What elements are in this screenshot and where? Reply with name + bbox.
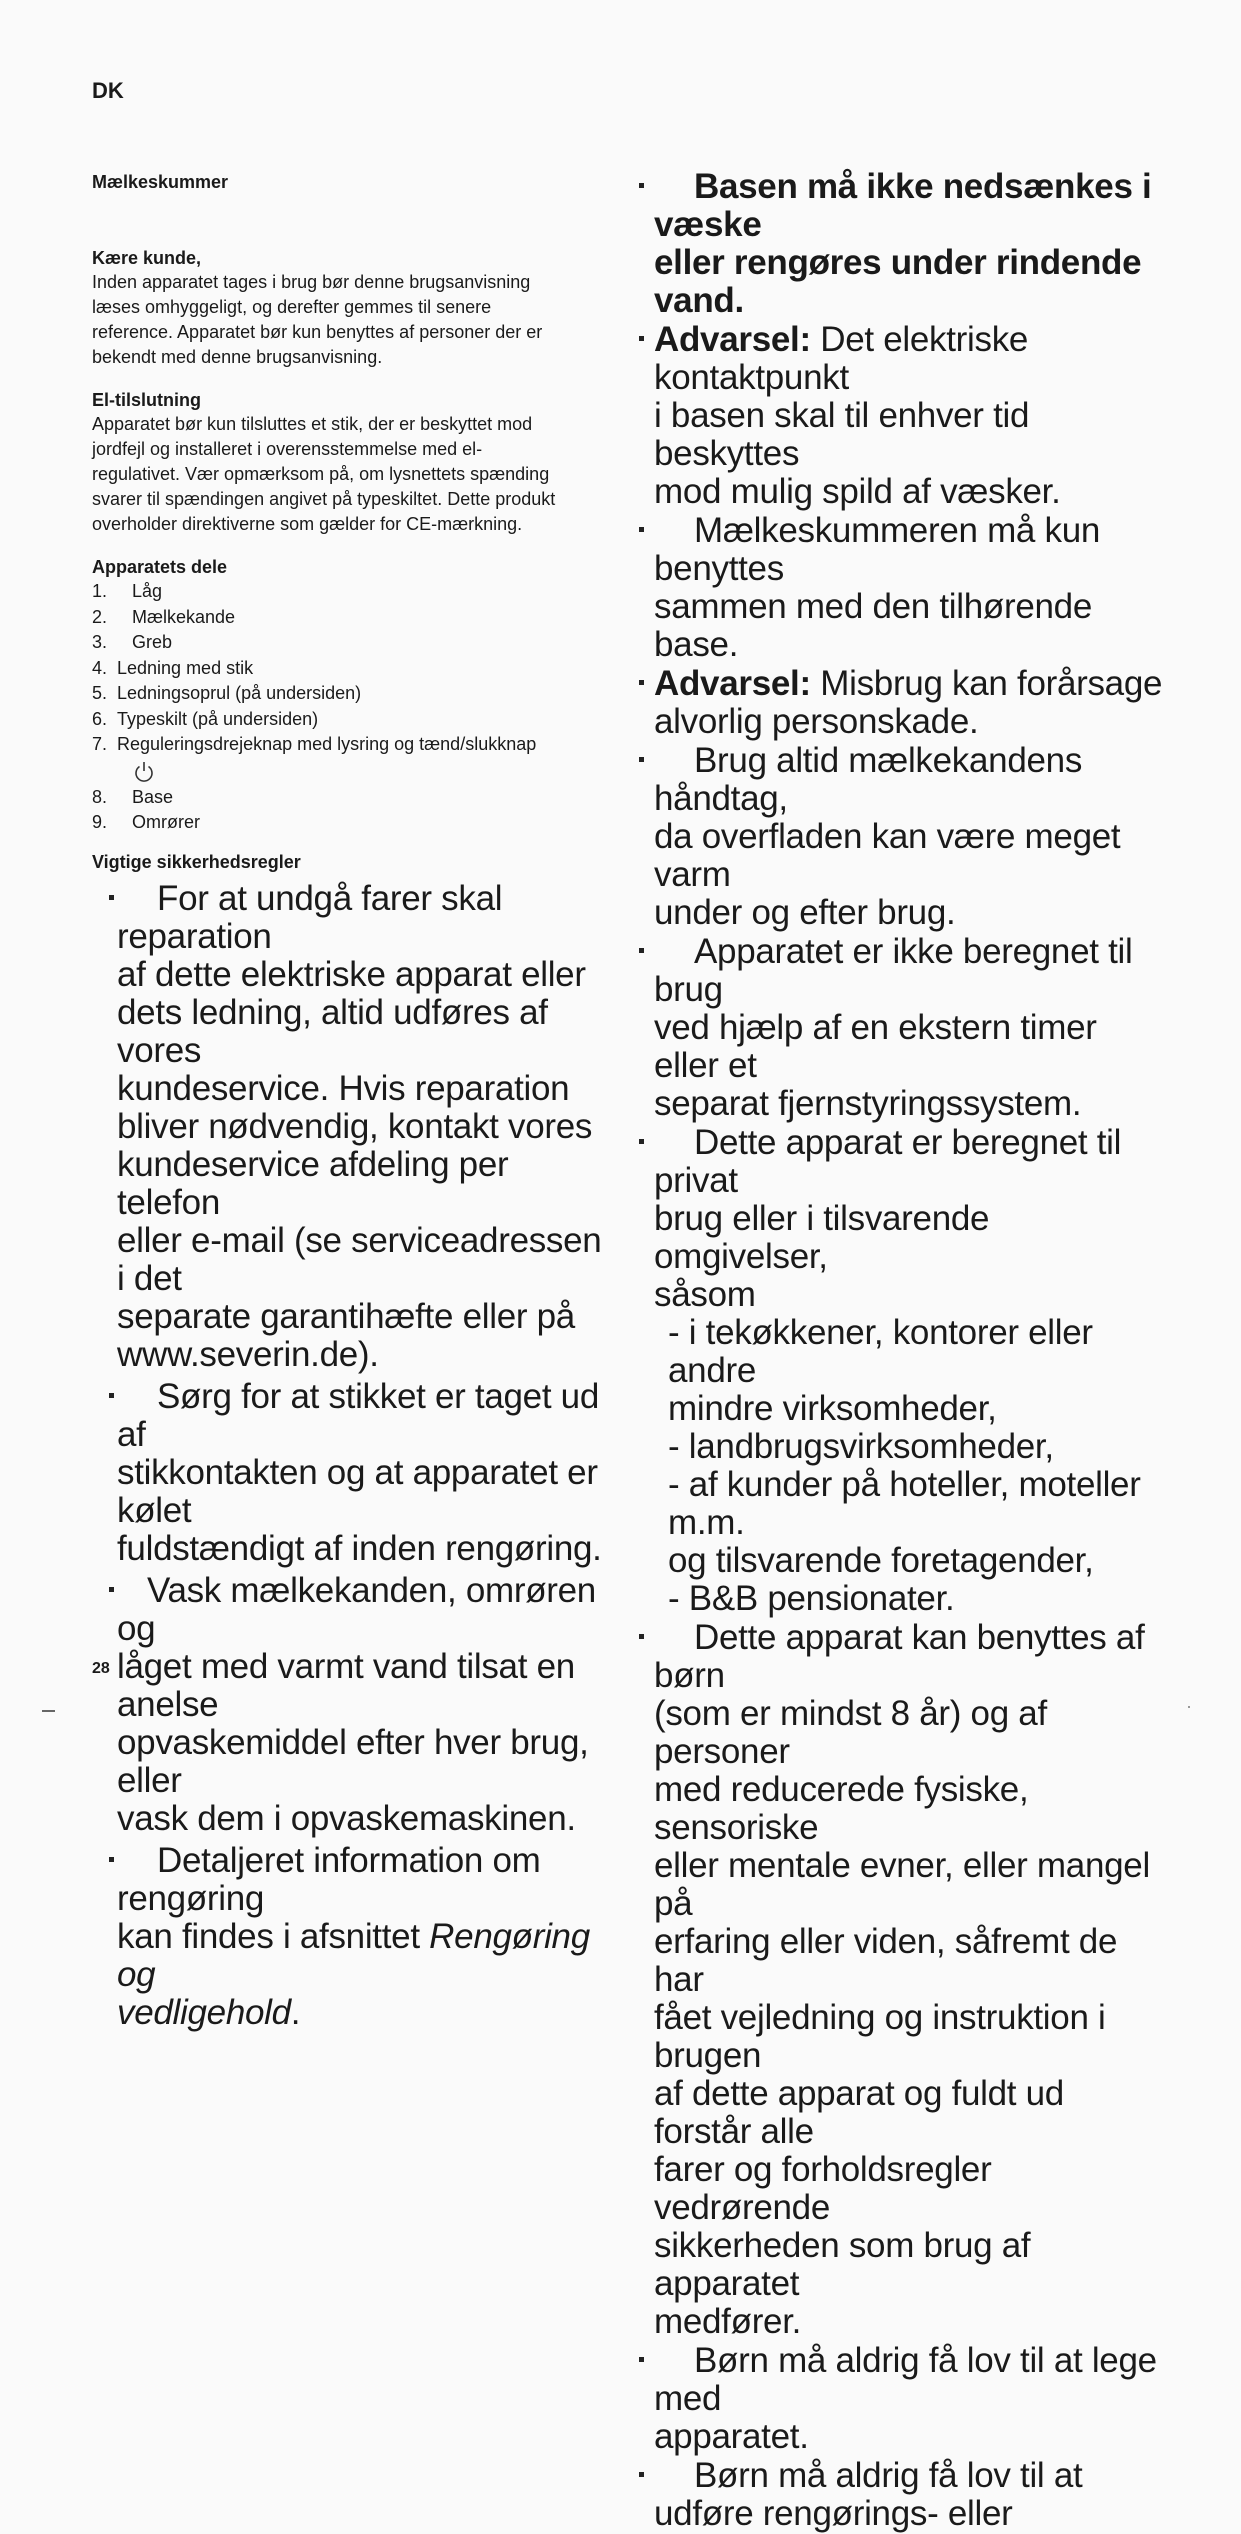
electric-heading: El-tilslutning [92,390,201,410]
bullet-icon [639,1139,644,1144]
intro-line: bekendt med denne brugsanvisning. [92,347,383,367]
bullet-icon [639,336,644,341]
electric-line: regulativet. Vær opmærksom på, om lysnettets spænding [92,464,550,484]
document-title: Mælkeskummer [92,172,229,192]
scan-mark [1188,1706,1190,1708]
bullet-icon [639,1634,644,1639]
list-item: 1. Låg [92,581,163,601]
intro-line: Inden apparatet tages i brug bør denne brugsanvisning [92,272,531,292]
scan-mark [42,1710,55,1712]
left-column [92,170,612,2036]
bullet-icon [109,895,114,900]
right-column [645,168,1165,2534]
safety-heading: Vigtige sikkerhedsregler [92,851,301,872]
bullet-icon [639,757,644,762]
electric-line: svarer til spændingen angivet på typeskiltet. Dette produkt [92,489,556,509]
list-item: Advarsel: Misbrug kan forårsage alvorlig personskade. [645,665,1165,741]
bullet-icon [639,948,644,953]
intro-heading: Kære kunde, [92,248,202,268]
bullet-icon [639,2357,644,2362]
list-item: For at undgå farer skal reparation af dette elektriske apparat eller dets ledning, altid udføres af vores kundeservice. Hvis reparation bliver nødvendig, kontakt vores kundeservice afdeling per telefon eller e-mail (se serviceadressen i det separate garantihæfte eller på www.severin.de). [92,880,612,1374]
list-item: 8. Base [92,786,174,807]
list-item: Basen må ikke nedsænkes i væske eller rengøres under rindende vand. [645,168,1165,320]
electric-line: jordfejl og installeret i overensstemmelse med el- [92,439,483,459]
list-item: Børn må aldrig få lov til at udføre rengørings- eller [645,2457,1165,2533]
power-symbol-row [92,758,612,785]
bullet-icon [639,2472,644,2477]
list-item: 4. Ledning med stik [92,657,254,678]
intro-line: læses omhyggeligt, og derefter gemmes til senere [92,297,492,317]
bullet-icon [639,527,644,532]
list-item: 6. Typeskilt (på undersiden) [92,708,319,729]
bullet-icon [639,680,644,685]
safety-list-left [92,880,612,2032]
list-item: 2. Mælkekande [92,606,236,627]
list-item: Apparatet er ikke beregnet til brug ved hjælp af en ekstern timer eller et separat fjernstyringssystem. [645,933,1165,1123]
list-item: Sørg for at stikket er taget ud af stikkontakten og at apparatet er kølet fuldstændigt af inden rengøring. [92,1378,612,1568]
list-item: Dette apparat kan benyttes af børn (som er mindst 8 år) og af personer med reducerede fysiske, sensoriske eller mentale evner, eller mangel på erfaring eller viden, såfremt de har fået vejledning og instruktion i brugen af dette apparat og fuldt ud forstår alle farer og forholdsregler vedrørende sikkerheden som brug af apparatet medfører. [645,1619,1165,2341]
parts-heading: Apparatets dele [92,557,228,577]
list-item: 5. Ledningsoprul (på undersiden) [92,683,362,703]
list-item: Mælkeskummeren må kun benyttes sammen med den tilhørende base. [645,512,1165,664]
list-item: Advarsel: Det elektriske kontaktpunkt i basen skal til enhver tid beskyttes mod mulig spild af væsker. [645,321,1165,511]
page-number: 28 [92,1660,110,1677]
list-item: Dette apparat er beregnet til privat brug eller i tilsvarende omgivelser, såsom - i tekøkkener, kontorer eller andre mindre virksomheder, - landbrugsvirksomheder, - af kunder på hoteller, moteller m.m. og tilsvarende foretagender, - B&B pensionater. [645,1124,1165,1618]
bullet-icon [109,1857,114,1862]
electric-line: overholder direktiverne som gælder for CE-mærkning. [92,514,523,534]
electric-line: Apparatet bør kun tilsluttes et stik, der er beskyttet mod [92,414,533,434]
power-icon [132,760,156,784]
parts-list [92,579,612,836]
list-item: 7. Reguleringsdrejeknap med lysring og tænd/slukknap [92,734,537,754]
bullet-icon [109,1393,114,1398]
bullet-icon [639,183,644,188]
list-item: Brug altid mælkekandens håndtag, da overfladen kan være meget varm under og efter brug. [645,742,1165,932]
intro-line: reference. Apparatet bør kun benyttes af personer der er [92,322,543,342]
bullet-icon [109,1587,114,1592]
list-item: Vask mælkekanden, omrøren og låget med varmt vand tilsat en anelse opvaskemiddel efter hver brug, eller vask dem i opvaskemaskinen. [92,1572,612,1838]
usage-sublist: - i tekøkkener, kontorer eller andre mindre virksomheder, - landbrugsvirksomheder, - af kunder på hoteller, moteller m.m. og tilsvarende foretagender, - B&B pensionater. [668,1313,1141,1618]
safety-list-right [645,168,1165,2533]
list-item: Detaljeret information om rengøring kan findes i afsnittet Rengøring og vedligehold. [92,1842,612,2032]
list-item: 3. Greb [92,632,173,652]
list-item: 9. Omrører [92,812,200,832]
list-item: Børn må aldrig få lov til at lege med apparatet. [645,2342,1165,2456]
language-code: DK [92,78,124,103]
